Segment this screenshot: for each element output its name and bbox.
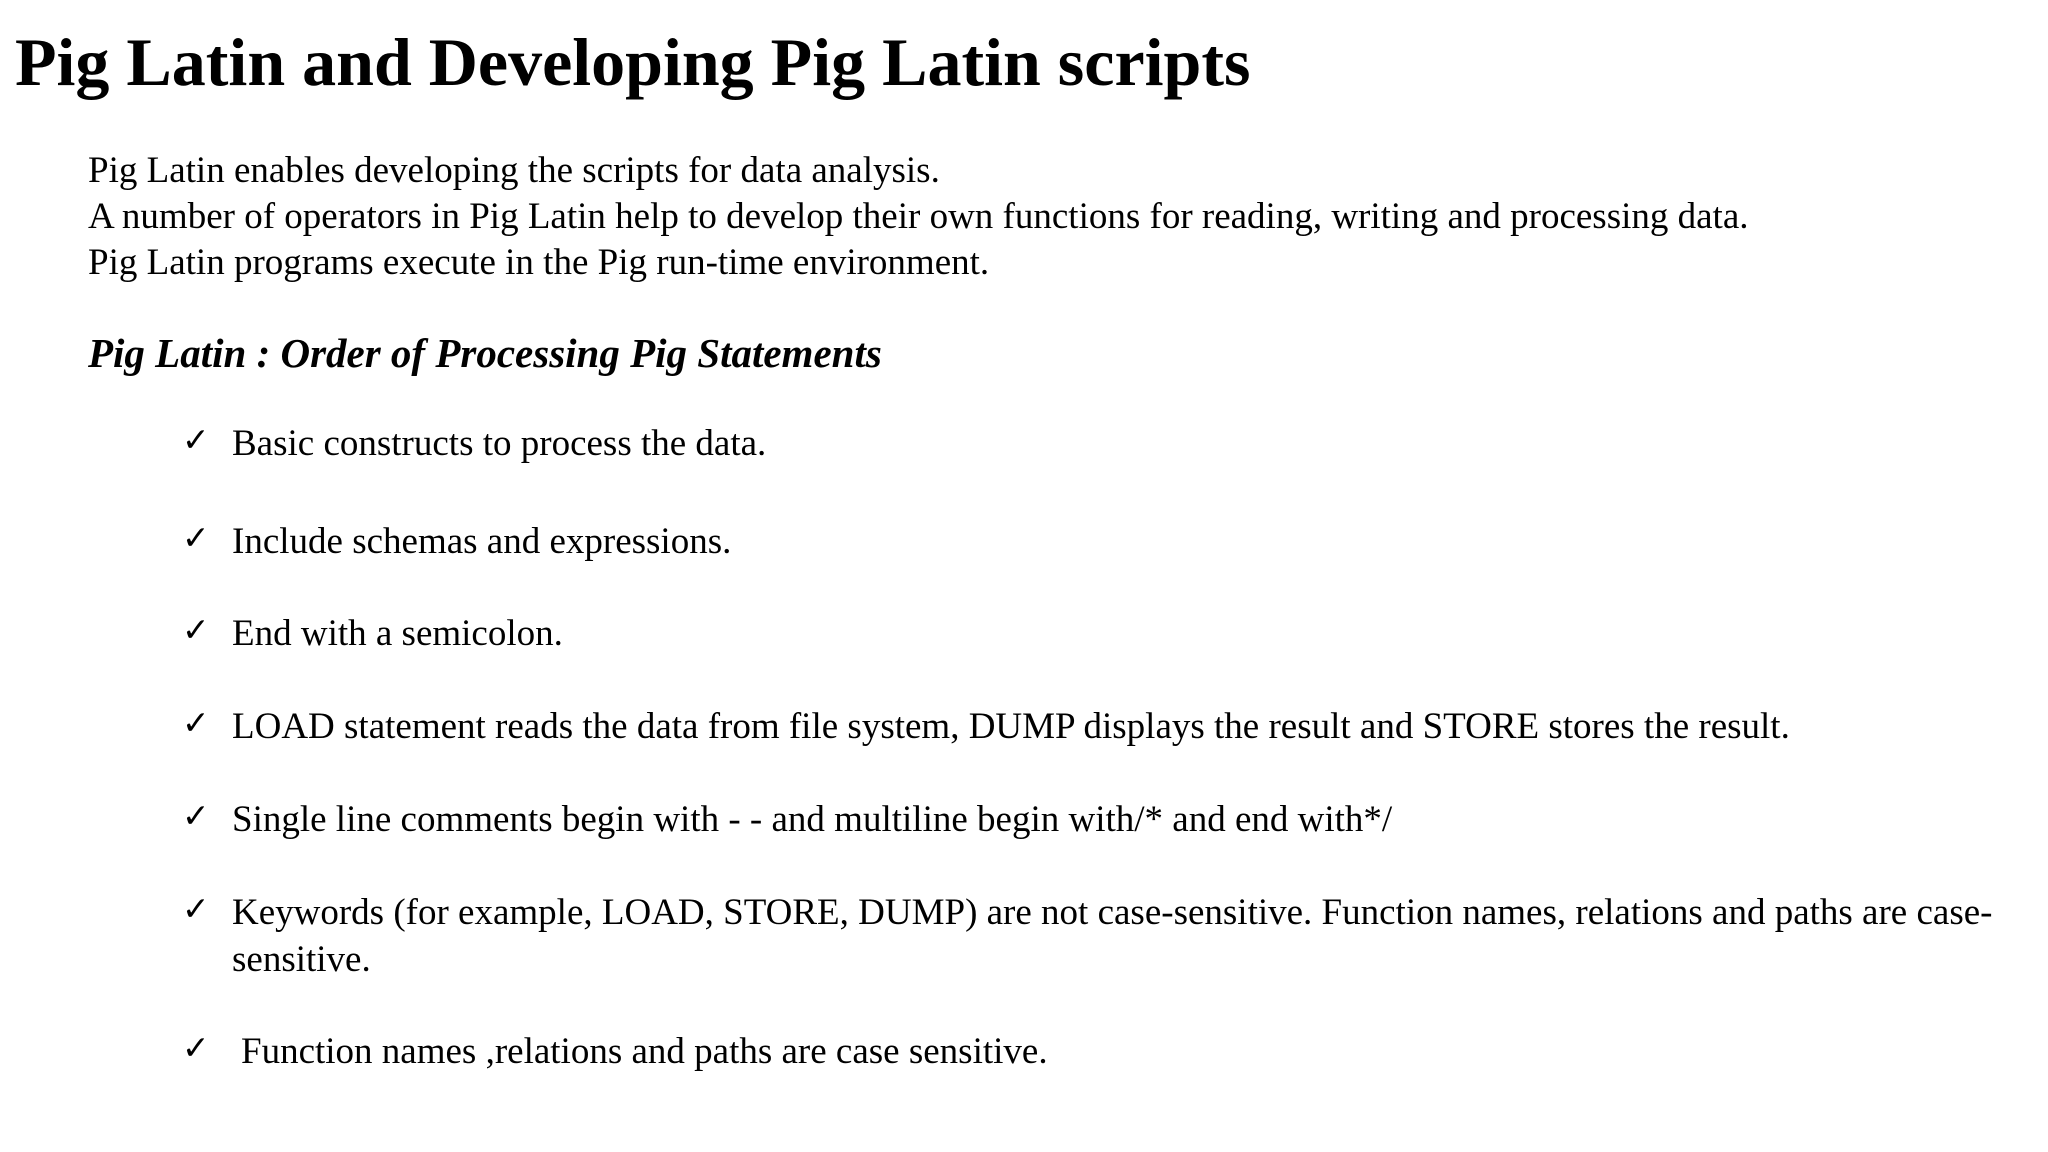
check-mark-icon: ✓ xyxy=(182,1028,210,1067)
bullet-text: End with a semicolon. xyxy=(232,613,563,654)
intro-line: Pig Latin enables developing the scripts for data analysis. xyxy=(88,150,940,191)
bullet-item xyxy=(182,1028,2012,1075)
check-mark-icon: ✓ xyxy=(182,703,210,742)
intro-paragraph xyxy=(88,148,1749,286)
bullet-item xyxy=(182,796,2012,843)
bullet-text: Include schemas and expressions. xyxy=(232,521,732,562)
bullet-item xyxy=(182,889,2012,983)
bullet-item xyxy=(182,703,2012,750)
bullet-item xyxy=(182,610,2012,657)
check-mark-icon: ✓ xyxy=(182,610,210,649)
check-mark-icon: ✓ xyxy=(182,518,210,557)
bullet-item xyxy=(182,420,2012,467)
bullet-text: Single line comments begin with - - and multiline begin with/* and end with*/ xyxy=(232,799,1393,840)
check-mark-icon: ✓ xyxy=(182,796,210,835)
bullet-text: Function names ,relations and paths are case sensitive. xyxy=(241,1031,1048,1072)
check-mark-icon: ✓ xyxy=(182,420,210,459)
intro-line: Pig Latin programs execute in the Pig run-time environment. xyxy=(88,242,990,283)
check-mark-icon: ✓ xyxy=(182,889,210,928)
slide-title: Pig Latin and Developing Pig Latin scripts xyxy=(15,24,1251,100)
bullet-item xyxy=(182,518,2012,565)
section-subheading: Pig Latin : Order of Processing Pig Statements xyxy=(88,330,882,376)
bullet-text: LOAD statement reads the data from file system, DUMP displays the result and STORE stores the result. xyxy=(232,706,1790,747)
bullet-text: Basic constructs to process the data. xyxy=(232,423,767,464)
bullet-text: Keywords (for example, LOAD, STORE, DUMP) are not case-sensitive. Function names, relations and paths are case-sensitive. xyxy=(232,892,1993,980)
intro-line: A number of operators in Pig Latin help to develop their own functions for reading, writing and processing data. xyxy=(88,196,1749,237)
